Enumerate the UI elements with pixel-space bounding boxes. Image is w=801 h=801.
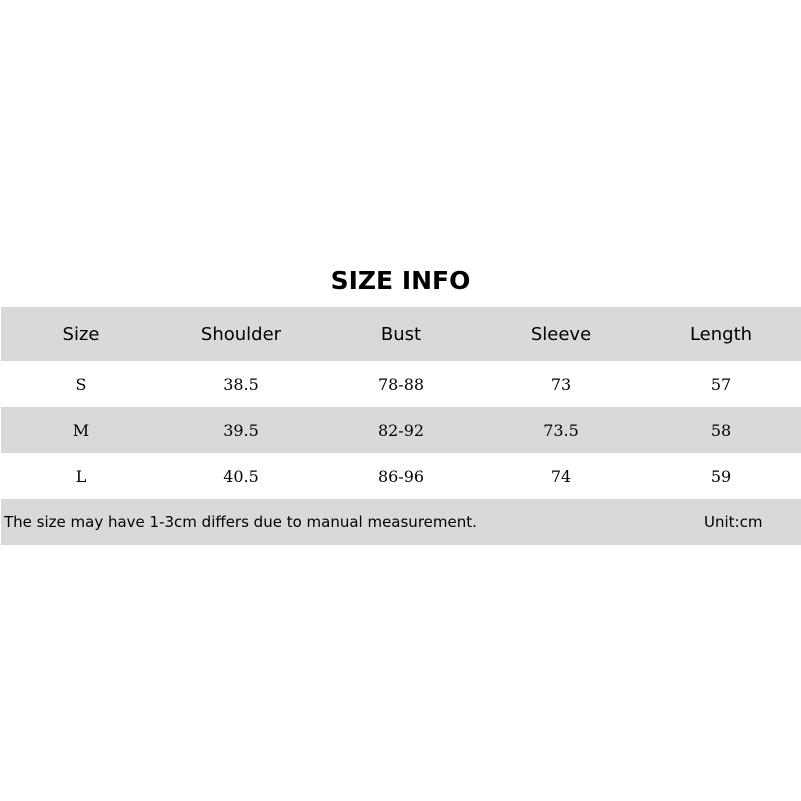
size-info-title: SIZE INFO bbox=[330, 266, 471, 295]
header-bust: Bust bbox=[380, 323, 422, 345]
table-row-l bbox=[1, 453, 801, 499]
header-length: Length bbox=[689, 323, 753, 345]
table-header-row bbox=[1, 307, 801, 361]
header-size: Size bbox=[62, 323, 100, 345]
cell-sleeve: 73 bbox=[550, 374, 572, 394]
cell-length: 58 bbox=[710, 420, 732, 440]
unit-label: Unit:cm bbox=[704, 513, 763, 531]
cell-bust: 82-92 bbox=[377, 420, 425, 440]
cell-shoulder: 39.5 bbox=[223, 420, 259, 440]
cell-size: S bbox=[75, 374, 87, 394]
cell-length: 59 bbox=[710, 466, 732, 486]
cell-shoulder: 38.5 bbox=[223, 374, 259, 394]
cell-bust: 78-88 bbox=[377, 374, 425, 394]
header-shoulder: Shoulder bbox=[200, 323, 282, 345]
cell-size: M bbox=[72, 420, 90, 440]
header-sleeve: Sleeve bbox=[530, 323, 592, 345]
table-row-m bbox=[1, 407, 801, 453]
cell-length: 57 bbox=[710, 374, 732, 394]
size-table bbox=[1, 307, 801, 545]
table-row-s bbox=[1, 361, 801, 407]
cell-sleeve: 74 bbox=[550, 466, 572, 486]
cell-sleeve: 73.5 bbox=[543, 420, 579, 440]
measurement-note: The size may have 1-3cm differs due to manual measurement. bbox=[4, 513, 477, 531]
table-footer-row bbox=[1, 499, 801, 545]
cell-size: L bbox=[75, 466, 87, 486]
cell-shoulder: 40.5 bbox=[223, 466, 259, 486]
cell-bust: 86-96 bbox=[377, 466, 425, 486]
